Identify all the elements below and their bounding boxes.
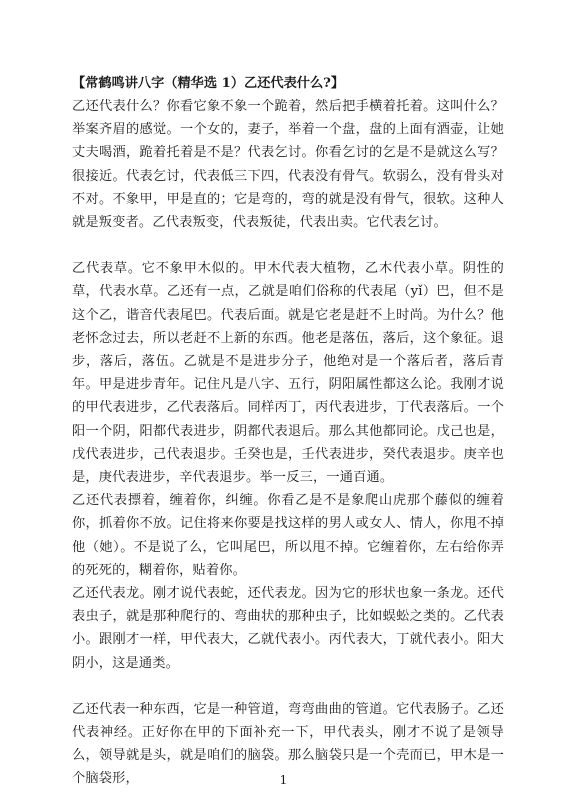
paragraph-5: 乙还代表一种东西，它是一种管道，弯弯曲曲的管道。它代表肠子。乙还代表神经。正好你在甲的下面补充一下，甲代表头，刚才不说了是领导么，领导就是头，就是咱们的脑袋。那么脑袋只是一个壳而已，甲木是一个脑袋形，	[72, 701, 504, 787]
paragraph-gap	[72, 234, 504, 257]
paragraph-4: 乙还代表龙。刚才说代表蛇，还代表龙。因为它的形状也象一条龙。还代表虫子，就是那种爬行的、弯曲状的那种虫子，比如蜈蚣之类的。乙代表小。跟刚才一样，甲代表大，乙就代表小。丙代表大，丁就代表小。阳大阴小，这是通类。	[72, 586, 504, 671]
page-number: 1	[279, 773, 288, 787]
paragraph-2: 乙代表草。它不象甲木似的。甲木代表大植物，乙木代表小草。阴性的草，代表水草。乙还有一点，乙就是咱们俗称的代表尾（yǐ）巴，但不是这个乙，谐音代表尾巴。代表后面。就是它老是赶不上时尚。为什么？他老怀念过去，所以老赶不上新的东西。他老是落伍，落后，这个象征。退步，落后，落伍。乙就是不是进步分子，他绝对是一个落后者，落后青年。甲是进步青年。记住凡是八字、五行，阴阳属性都这么论。我刚才说的甲代表进步，乙代表落后。同样丙丁，丙代表进步，丁代表落后。一个阳一个阴，阳都代表进步，阴都代表退后。那么其他都同论。戊己也是，戊代表进步，己代表退步。壬癸也是，壬代表进步，癸代表退步。庚辛也是，庚代表进步，辛代表退步。举一反三，一通百通。	[72, 261, 504, 486]
document-title: 【常鹤鸣讲八字（精华选 1）乙还代表什么?】	[72, 76, 345, 91]
paragraph-3: 乙还代表摽着，缠着你，纠缠。你看乙是不是象爬山虎那个藤似的缠着你，抓着你不放。记住将来你要是找这样的男人或女人、情人，你甩不掉他（她）。不是说了么，它叫尾巴，所以甩不掉。它缠着你，左右给你弄的死死的，糊着你，贴着你。	[72, 493, 504, 578]
paragraph-1: 乙还代表什么？你看它象不象一个跪着，然后把手横着托着。这叫什么？举案齐眉的感觉。一个女的，妻子，举着一个盘，盘的上面有酒壶，让她丈夫喝酒，跪着托着是不是？代表乞讨。你看乞讨的乞是不是就这么写？很接近。代表乞讨，代表低三下四，代表没有骨气。软弱么，没有骨头对不对。不象甲，甲是直的；它是弯的，弯的就是没有骨气，很软。这种人就是叛变者。乙代表叛变，代表叛徒，代表出卖。它代表乞讨。	[72, 99, 504, 231]
paragraph-gap	[72, 675, 504, 698]
document-body	[72, 72, 504, 791]
